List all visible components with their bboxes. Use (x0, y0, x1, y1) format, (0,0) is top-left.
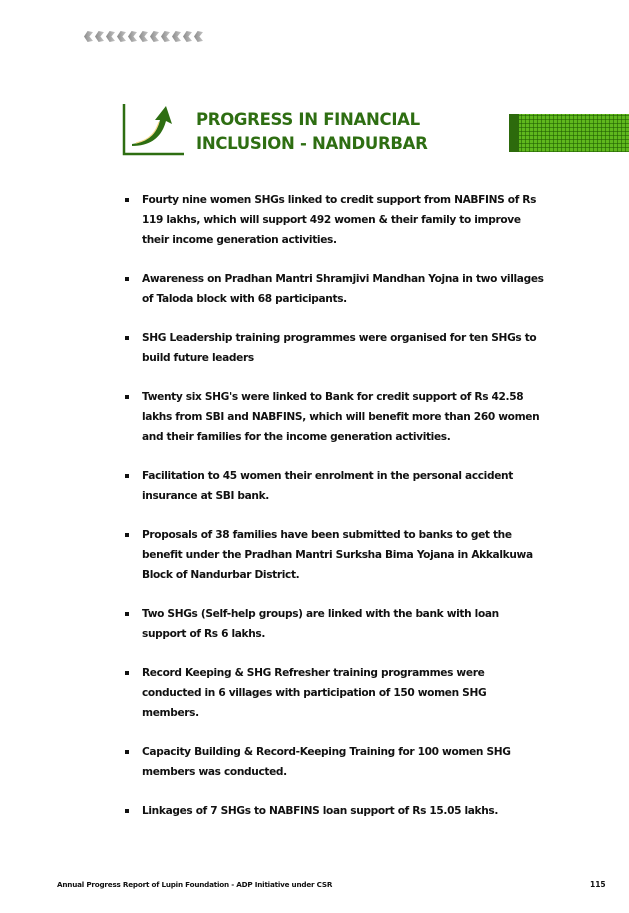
growth-chart-arrow-icon (120, 100, 192, 158)
chevron-left-icon (171, 30, 181, 43)
list-item: Twenty six SHG's were linked to Bank for credit support of Rs 42.58 lakhs from SBI and NABFINS, which will benefit more than 260 women and their families for the income generation activities. (124, 387, 544, 447)
bullet-icon (125, 533, 129, 537)
chevron-left-icon (149, 30, 159, 43)
list-item: Capacity Building & Record-Keeping Training for 100 women SHG members was conducted. (124, 742, 544, 782)
decorative-band (509, 114, 629, 152)
chevron-left-icon (116, 30, 126, 43)
bullet-icon (125, 612, 129, 616)
list-item: SHG Leadership training programmes were organised for ten SHGs to build future leaders (124, 328, 544, 368)
chevron-left-icon (160, 30, 170, 43)
list-item: Two SHGs (Self-help groups) are linked with the bank with loan support of Rs 6 lakhs. (124, 604, 544, 644)
bullet-icon (125, 474, 129, 478)
page-title (196, 108, 428, 156)
bullet-icon (125, 395, 129, 399)
chevron-left-icon (193, 30, 203, 43)
chevron-left-icon (105, 30, 115, 43)
list-item: Linkages of 7 SHGs to NABFINS loan support of Rs 15.05 lakhs. (124, 801, 544, 821)
title-line-2: INCLUSION - NANDURBAR (196, 134, 428, 153)
chevron-left-icon (138, 30, 148, 43)
chevron-left-icon (83, 30, 93, 43)
page-number: 115 (590, 880, 606, 889)
bullet-list (124, 190, 544, 840)
footer-text: Annual Progress Report of Lupin Foundation - ADP Initiative under CSR (57, 880, 333, 889)
bullet-icon (125, 336, 129, 340)
bullet-icon (125, 277, 129, 281)
bullet-icon (125, 671, 129, 675)
chevron-left-icon (182, 30, 192, 43)
list-item: Fourty nine women SHGs linked to credit support from NABFINS of Rs 119 lakhs, which will support 492 women & their family to improve their income generation activities. (124, 190, 544, 250)
bullet-icon (125, 809, 129, 813)
list-item: Proposals of 38 families have been submitted to banks to get the benefit under the Pradhan Mantri Surksha Bima Yojana in Akkalkuwa Block of Nandurbar District. (124, 525, 544, 585)
list-item: Facilitation to 45 women their enrolment in the personal accident insurance at SBI bank. (124, 466, 544, 506)
chevron-left-icon (127, 30, 137, 43)
bullet-icon (125, 750, 129, 754)
bullet-icon (125, 198, 129, 202)
title-line-1: PROGRESS IN FINANCIAL (196, 110, 420, 129)
chevron-left-icon (94, 30, 104, 43)
list-item: Awareness on Pradhan Mantri Shramjivi Mandhan Yojna in two villages of Taloda block with 68 participants. (124, 269, 544, 309)
list-item: Record Keeping & SHG Refresher training programmes were conducted in 6 villages with participation of 150 women SHG members. (124, 663, 544, 723)
chevron-decoration (83, 30, 203, 43)
